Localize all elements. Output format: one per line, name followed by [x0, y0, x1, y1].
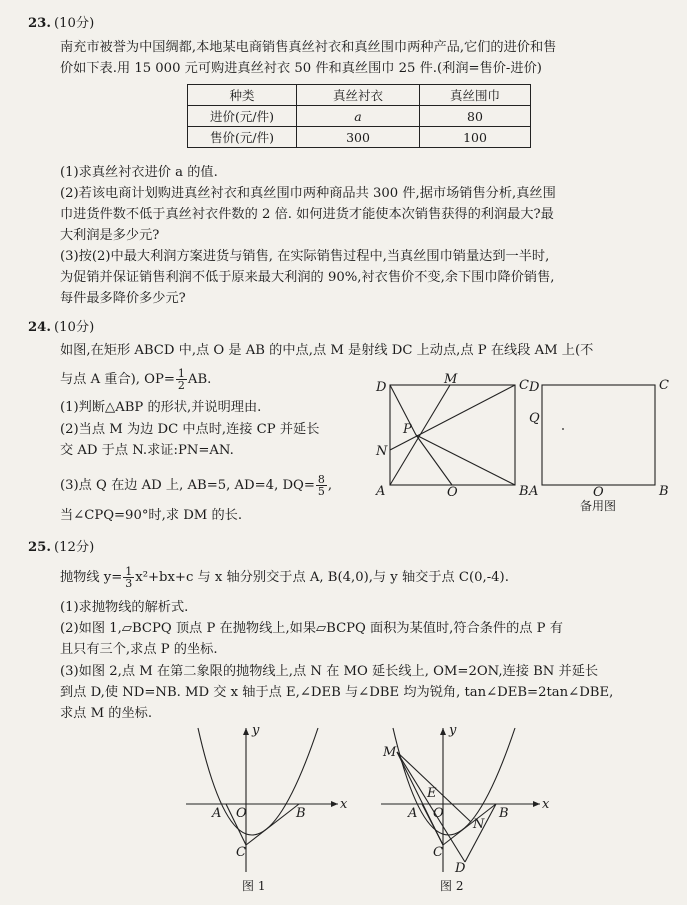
table-cell: 300 — [297, 127, 420, 148]
q23-part3-line2: 为促销并保证销售利润不低于原来最大利润的 90%,衬衣售价不变,余下围巾降价销售, — [60, 270, 555, 285]
q24-part2-line1: (2)当点 M 为边 DC 中点时,连接 CP 并延长 — [60, 422, 320, 437]
fig2-label-d: D — [455, 861, 466, 876]
spare-label-q: Q — [529, 411, 540, 426]
fig2-label-c: C — [433, 845, 443, 860]
q24-fraction — [176, 368, 187, 391]
q23-number: 23. — [28, 16, 51, 31]
table-cell: 进价(元/件) — [188, 106, 297, 127]
q24-number: 24. — [28, 320, 51, 335]
table-cell: 售价(元/件) — [188, 127, 297, 148]
q23-points: (10分) — [54, 16, 95, 31]
spare-rectangle — [542, 385, 655, 485]
q24-frac-den: 2 — [177, 379, 185, 392]
fig2-label-n: N — [473, 817, 485, 832]
q24-p3-den: 5 — [317, 485, 325, 498]
q25-part3-line3: 求点 M 的坐标. — [60, 706, 153, 721]
q25-frac-den: 3 — [125, 577, 133, 590]
fig2-caption: 图 2 — [440, 879, 464, 893]
q24-part2-line2: 交 AD 于点 N.求证:PN=AN. — [60, 443, 234, 458]
q25-part3-line2: 到点 D,使 ND=NB. MD 交 x 轴于点 E,∠DEB 与∠DBE 均为锐角, tan∠DEB=2tan∠DBE, — [60, 685, 614, 700]
q25-part1: (1)求抛物线的解析式. — [60, 600, 189, 615]
q25-points: (12分) — [54, 540, 95, 555]
fig2-label-m: M — [383, 745, 397, 760]
fig1-label-c: C — [236, 845, 246, 860]
label-p: P — [403, 422, 412, 437]
q24-frac-num: 1 — [177, 367, 185, 380]
segment-bd — [465, 804, 496, 862]
spare-label-c: C — [659, 378, 669, 393]
q25-fraction — [123, 566, 134, 589]
q25-figure-2 — [375, 722, 555, 897]
q23-part2-line2: 巾进货件数不低于真丝衬衣件数的 2 倍. 如何进货才能使本次销售获得的利润最大?最 — [60, 207, 554, 222]
table-header: 真丝衬衣 — [297, 85, 420, 106]
axis-arrows — [440, 728, 540, 807]
segment-pb — [416, 435, 515, 485]
label-o: O — [447, 485, 458, 500]
fig2-label-o: O — [433, 806, 444, 821]
q25-intro-pre: 抛物线 y= — [60, 570, 123, 585]
q24-part3-line1 — [60, 474, 332, 497]
q25-part2-line2: 且只有三个,求点 P 的坐标. — [60, 642, 218, 657]
q25-part3-line1: (3)如图 2,点 M 在第二象限的抛物线上,点 N 在 MO 延长线上, OM=2ON,连接 BN 并延长 — [60, 664, 599, 679]
q25-intro-post: x²+bx+c 与 x 轴分别交于点 A, B(4,0),与 y 轴交于点 C(0,-4). — [135, 570, 509, 585]
table-header: 种类 — [188, 85, 297, 106]
q25-number: 25. — [28, 540, 51, 555]
segment-bc — [246, 804, 299, 845]
label-n: N — [376, 444, 388, 459]
table-header: 真丝围巾 — [420, 85, 531, 106]
q23-intro-line2: 价如下表.用 15 000 元可购进真丝衬衣 50 件和真丝围巾 25 件.(利润=售价-进价) — [60, 61, 542, 76]
q24-p3-num: 8 — [317, 473, 325, 486]
q25-frac-num: 1 — [125, 565, 133, 578]
table-row — [188, 127, 531, 148]
segment-cn — [390, 385, 515, 450]
q25-figure-1 — [180, 722, 350, 897]
q23-part2-line1: (2)若该电商计划购进真丝衬衣和真丝围巾两种商品共 300 件,据市场销售分析,真丝围 — [60, 186, 556, 201]
q24-rectangle-figure — [370, 372, 530, 500]
q25-intro-line — [60, 566, 509, 589]
q23-intro-line1: 南充市被誉为中国绸都,本地某电商销售真丝衬衣和真丝围巾两种产品,它们的进价和售 — [60, 40, 557, 55]
label-c: C — [519, 378, 529, 393]
spare-figure-caption: 备用图 — [580, 499, 617, 513]
table-header-row — [188, 85, 531, 106]
fig2-label-b: B — [499, 806, 509, 821]
spare-label-d: D — [529, 380, 540, 395]
fig2-label-y: y — [449, 723, 457, 738]
q24-points: (10分) — [54, 320, 95, 335]
table-cell: 100 — [420, 127, 531, 148]
q24-intro-line1: 如图,在矩形 ABCD 中,点 O 是 AB 的中点,点 M 是射线 DC 上动点,点 P 在线段 AM 上(不 — [60, 343, 594, 358]
spare-label-b: B — [659, 484, 669, 499]
q25-part2-line1: (2)如图 1,▱BCPQ 顶点 P 在抛物线上,如果▱BCPQ 面积为某值时,符合条件的点 P 有 — [60, 621, 563, 636]
table-cell: 80 — [420, 106, 531, 127]
label-d: D — [376, 380, 387, 395]
spare-label-o: O — [593, 485, 604, 500]
table-row — [188, 106, 531, 127]
fig1-label-x: x — [340, 797, 348, 812]
q24-part3-pre: (3)点 Q 在边 AD 上, AB=5, AD=4, DQ= — [60, 478, 315, 493]
q23-part3-line3: 每件最多降价多少元? — [60, 291, 186, 306]
q24-part1: (1)判断△ABP 的形状,并说明理由. — [60, 400, 262, 415]
q24-spare-figure — [525, 375, 675, 515]
q23-part1: (1)求真丝衬衣进价 a 的值. — [60, 165, 218, 180]
fig1-caption: 图 1 — [242, 879, 266, 893]
label-b: B — [519, 484, 529, 499]
spare-dot — [562, 428, 564, 430]
fig2-label-e: E — [427, 786, 437, 801]
price-table — [187, 84, 531, 148]
fig1-label-o: O — [236, 806, 247, 821]
fig1-label-a: A — [212, 806, 222, 821]
table-cell: a — [297, 106, 420, 127]
q24-intro2-pre: 与点 A 重合), OP= — [60, 372, 175, 387]
fig2-label-x: x — [542, 797, 550, 812]
segment-po — [416, 435, 452, 485]
spare-label-a: A — [529, 484, 539, 499]
fig1-label-y: y — [252, 723, 260, 738]
q24-intro2-post: AB. — [187, 372, 212, 387]
q23-part2-line3: 大利润是多少元? — [60, 228, 160, 243]
fig2-label-a: A — [408, 806, 418, 821]
label-a: A — [376, 484, 386, 499]
segment-cb — [443, 804, 496, 845]
q24-part3-fraction — [316, 474, 327, 497]
q24-part3-post: , — [327, 478, 333, 493]
q24-part3-line2: 当∠CPQ=90°时,求 DM 的长. — [60, 508, 243, 523]
fig1-label-b: B — [296, 806, 306, 821]
q24-intro-line2 — [60, 368, 211, 391]
label-m: M — [444, 372, 458, 387]
q23-part3-line1: (3)按(2)中最大利润方案进货与销售, 在实际销售过程中,当真丝围巾销量达到一半时, — [60, 249, 550, 264]
